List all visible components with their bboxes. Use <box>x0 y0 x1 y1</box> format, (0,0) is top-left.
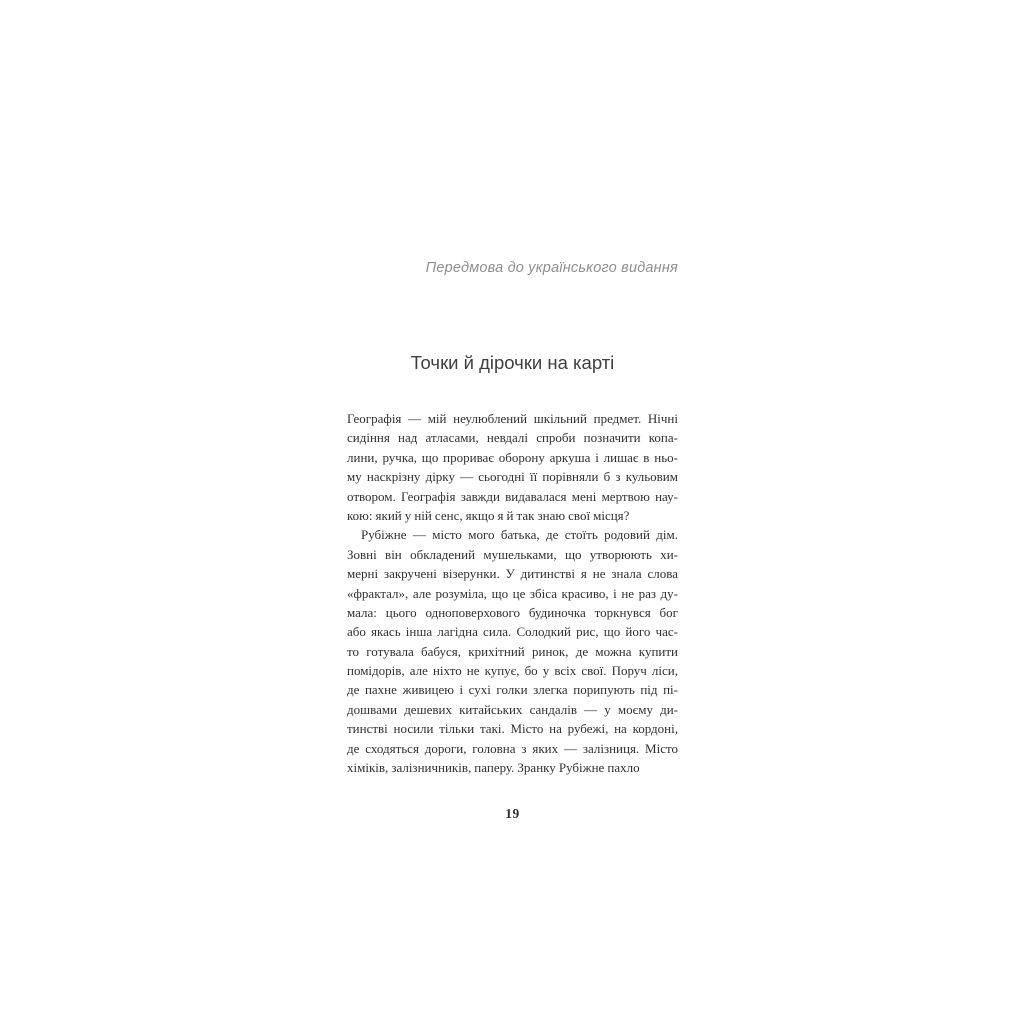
page-number: 19 <box>505 806 520 821</box>
body-line: то готувала бабуся, крихітний ринок, де можна купити <box>347 643 678 659</box>
body-line: Зовні він обкладений мушельками, що утворюють хи- <box>347 546 678 562</box>
body-text <box>347 409 678 777</box>
body-line: отвором. Географія завжди видавалася мені мертвою нау- <box>347 488 678 504</box>
body-line: мала: цього одноповерхового будиночка торкнувся бог <box>347 604 678 620</box>
running-header: Передмова до українського видання <box>425 260 678 276</box>
body-line: помідорів, але ніхто не купує, бо у всіх свої. Поруч ліси, <box>347 663 678 679</box>
chapter-title: Точки й дірочки на карті <box>410 352 615 373</box>
body-paragraph <box>347 525 678 777</box>
text-column <box>347 0 678 1024</box>
body-line: Рубіжне — місто мого батька, де стоїть родовий дім. <box>361 527 678 543</box>
body-line: мерні закручені візерунки. У дитинстві я не знала слова <box>347 566 678 582</box>
body-line: лини, ручка, що прориває оборону аркуша і лишає в ньо- <box>347 449 678 465</box>
body-line: «фрактал», але розуміла, що це збіса красиво, і не раз ду- <box>347 585 678 601</box>
body-line: Географія — мій неулюблений шкільний предмет. Нічні <box>347 411 678 426</box>
body-line: дошвами дешевих китайських сандалів — у моєму ди- <box>347 701 678 717</box>
body-line: тинстві носили тільки такі. Місто на рубежі, на кордоні, <box>347 721 678 737</box>
body-paragraph <box>347 409 678 525</box>
body-line: кою: який у ній сенс, якщо я й так знаю свої місця? <box>347 507 630 523</box>
body-line: сидіння над атласами, невдалі спроби позначити копа- <box>347 430 678 446</box>
body-line: де пахне живицею і сухі голки злегка порипують під пі- <box>347 682 678 698</box>
body-line: хіміків, залізничників, паперу. Зранку Рубіжне пахло <box>347 760 640 776</box>
body-line: де сходяться дороги, головна з яких — залізниця. Місто <box>347 740 678 756</box>
body-line: або якась інша лагідна сила. Солодкий рис, що його час- <box>347 624 678 640</box>
body-line: му наскрізну дірку — сьогодні її порівняли б з кульовим <box>347 469 678 485</box>
